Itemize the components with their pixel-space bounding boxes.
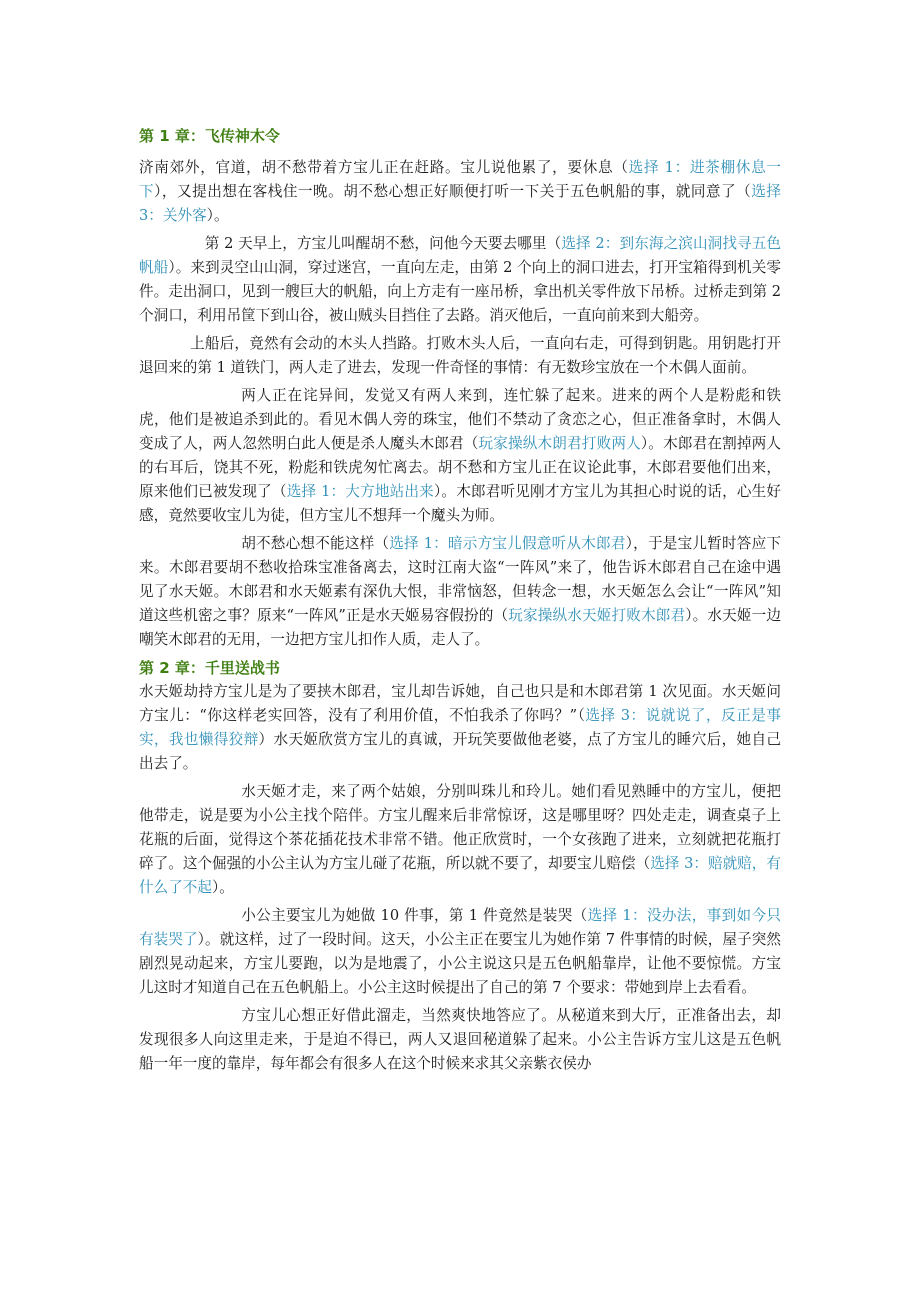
choice-text: 选择 3：赔就赔，有什么了不起: [139, 855, 781, 896]
choice-text: 选择 1：进茶棚休息一下: [139, 159, 781, 200]
body-text: ），于是宝儿暂时答应下来。木郎君要胡不愁收拾珠宝准备离去，这时江南大盗“一阵风”来了，他告诉木郎君自己在途中遇见了水天姬。木郎君和水天姬素有深仇大恨，非常恼怒，但转念一想，水天姬怎么会让“一阵风”知道这些机密之事？原来“一阵风”正是水天姬易容假扮的（: [139, 535, 781, 624]
ch2-paragraph-4: [139, 1004, 781, 1076]
body-text: 小公主要宝儿为她做 10 件事，第 1 件竟然是装哭（: [241, 907, 588, 924]
choice-text: 选择 3：关外客: [139, 183, 781, 224]
choice-text: 选择 3：说就说了，反正是事实，我也懒得狡辩: [139, 707, 781, 748]
ch2-paragraph-3: [139, 904, 781, 1000]
ch1-paragraph-5: [139, 532, 781, 652]
body-text: ）水天姬欣赏方宝儿的真诚，开玩笑要做他老婆，点了方宝儿的睡穴后，她自己出去了。: [139, 731, 781, 772]
ch2-paragraph-2: [139, 780, 781, 900]
body-text: 上船后，竟然有会动的木头人挡路。打败木头人后，一直向右走，可得到钥匙。用钥匙打开退回来的第 1 道铁门，两人走了进去，发现一件奇怪的事情：有无数珍宝放在一个木偶人面前。: [139, 335, 781, 376]
body-text: ）。木郎君听见刚才方宝儿为其担心时说的话，心生好感，竟然要收宝儿为徒，但方宝儿不想拜一个魔头为师。: [139, 483, 781, 524]
choice-text: 玩家操纵木朗君打败两人: [478, 435, 641, 452]
body-text: ）。就这样，过了一段时间。这天，小公主正在要宝儿为她作第 7 件事情的时候，屋子突然剧烈晃动起来，方宝儿要跑，以为是地震了，小公主说这只是五色帆船靠岸，让他不要惊慌。方宝儿这时才知道自己在五色帆船上。小公主这时候提出了自己的第 7 个要求：带她到岸上去看看。: [139, 931, 781, 996]
body-text: ）。: [206, 207, 229, 224]
body-text: ）。来到灵空山山洞，穿过迷宫，一直向左走，由第 2 个向上的洞口进去，打开宝箱得到机关零件。走出洞口，见到一艘巨大的帆船，向上方走有一座吊桥，拿出机关零件放下吊桥。过桥走到第 2 个洞口，利用吊筐下到山谷，被山贼头目挡住了去路。消灭他后，一直向前来到大船旁。: [139, 259, 781, 324]
chapter-1-title: 第 1 章：飞传神木令: [139, 127, 280, 145]
choice-text: 选择 1：没办法，事到如今只有装哭了: [139, 907, 781, 948]
document-page: [139, 124, 781, 1080]
body-text: 水天姬才走，来了两个姑娘，分别叫珠儿和玲儿。她们看见熟睡中的方宝儿，便把他带走，说是要为小公主找个陪伴。方宝儿醒来后非常惊讶，这是哪里呀？四处走走，调查桌子上花瓶的后面，觉得这个茶花插花技术非常不错。他正欣赏时，一个女孩跑了进来，立刻就把花瓶打碎了。这个倔强的小公主认为方宝儿碰了花瓶，所以就不要了，却要宝儿赔偿（: [139, 783, 781, 872]
body-text: 方宝儿心想正好借此溜走，当然爽快地答应了。从秘道来到大厅，正准备出去，却发现很多人向这里走来，于是迫不得已，两人又退回秘道躲了起来。小公主告诉方宝儿这是五色帆船一年一度的靠岸，每年都会有很多人在这个时候来求其父亲紫衣侯办: [139, 1007, 781, 1072]
choice-text: 选择 1：大方地站出来: [286, 483, 434, 500]
choice-text: 选择 2：到东海之滨山洞找寻五色帆船: [139, 235, 781, 276]
body-text: 胡不愁心想不能这样（: [241, 535, 390, 552]
ch2-paragraph-1: [139, 680, 781, 776]
ch1-paragraph-4: [139, 384, 781, 528]
body-text: 济南郊外，官道，胡不愁带着方宝儿正在赶路。宝儿说他累了，要休息（: [139, 159, 629, 176]
body-text: ），又提出想在客栈住一晚。胡不愁心想正好顺便打听一下关于五色帆船的事，就同意了（: [154, 183, 752, 200]
body-text: 第 2 天早上，方宝儿叫醒胡不愁，问他今天要去哪里（: [204, 235, 562, 252]
body-text: ）。: [211, 879, 234, 896]
ch1-paragraph-2: [139, 232, 781, 328]
body-text: ）。木郎君在割掉两人的右耳后，饶其不死，粉彪和铁虎匆忙离去。胡不愁和方宝儿正在议论此事，木郎君要他们出来，原来他们已被发现了（: [139, 435, 781, 500]
body-text: 两人正在诧异间，发觉又有两人来到，连忙躲了起来。进来的两个人是粉彪和铁虎，他们是被追杀到此的。看见木偶人旁的珠宝，他们不禁动了贪恋之心，但正准备拿时，木偶人变成了人，两人忽然明白此人便是杀人魔头木郎君（: [139, 387, 781, 452]
body-text: 水天姬劫持方宝儿是为了要挟木郎君，宝儿却告诉她，自己也只是和木郎君第 1 次见面。水天姬问方宝儿：“你这样老实回答，没有了利用价值，不怕我杀了你吗？”（: [139, 683, 781, 724]
body-text: ）。水天姬一边嘲笑木郎君的无用，一边把方宝儿扣作人质，走人了。: [139, 607, 781, 648]
ch1-paragraph-3: [139, 332, 781, 380]
choice-text: 选择 1：暗示方宝儿假意听从木郎君: [389, 535, 626, 552]
choice-text: 玩家操纵水天姬打败木郎君: [508, 607, 686, 624]
ch1-paragraph-1: [139, 156, 781, 228]
chapter-2-title: 第 2 章：千里送战书: [139, 659, 280, 677]
